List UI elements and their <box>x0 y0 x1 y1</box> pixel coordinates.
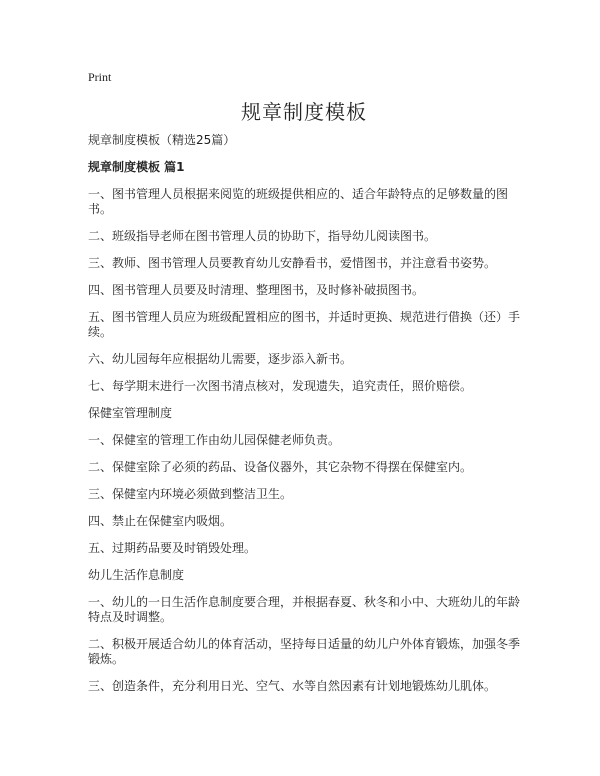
subsection-heading: 保健室管理制度 <box>88 406 173 420</box>
paragraph: 一、幼儿的一日生活作息制度要合理，并根据春夏、秋冬和小中、大班幼儿的年龄特点及时调整。 <box>88 595 521 624</box>
paragraph: 三、保健室内环境必须做到整洁卫生。 <box>88 487 293 501</box>
paragraph: 三、创造条件，充分利用日光、空气、水等自然因素有计划地锻炼幼儿肌体。 <box>88 679 497 693</box>
paragraph: 五、过期药品要及时销毁处理。 <box>88 541 257 555</box>
paragraph: 七、每学期末进行一次图书清点核对，发现遗失，追究责任，照价赔偿。 <box>88 379 473 393</box>
paragraph: 二、积极开展适合幼儿的体育活动，坚持每日适量的幼儿户外体育锻炼，加强冬季锻炼。 <box>88 637 521 666</box>
paragraph: 六、幼儿园每年应根据幼儿需要，逐步添入新书。 <box>88 352 353 366</box>
paragraph: 二、保健室除了必须的药品、设备仪器外，其它杂物不得摆在保健室内。 <box>88 460 473 474</box>
paragraph: 一、保健室的管理工作由幼儿园保健老师负责。 <box>88 433 341 447</box>
section-heading: 规章制度模板 篇1 <box>88 160 185 174</box>
document-page <box>88 70 520 706</box>
document-subtitle: 规章制度模板（精选25篇） <box>88 133 236 147</box>
paragraph: 二、班级指导老师在图书管理人员的协助下，指导幼儿阅读图书。 <box>88 229 437 243</box>
document-title: 规章制度模板 <box>241 100 367 124</box>
paragraph: 四、图书管理人员要及时清理、整理图书，及时修补破损图书。 <box>88 283 425 297</box>
subsection-heading: 幼儿生活作息制度 <box>88 568 185 582</box>
paragraph: 五、图书管理人员应为班级配置相应的图书，并适时更换、规范进行借换（还）手续。 <box>88 310 521 339</box>
print-link[interactable]: Print <box>88 70 112 84</box>
paragraph: 三、教师、图书管理人员要教育幼儿安静看书，爱惜图书，并注意看书姿势。 <box>88 256 497 270</box>
paragraph: 四、禁止在保健室内吸烟。 <box>88 514 233 528</box>
paragraph: 一、图书管理人员根据来阅览的班级提供相应的、适合年龄特点的足够数量的图书。 <box>88 187 509 216</box>
